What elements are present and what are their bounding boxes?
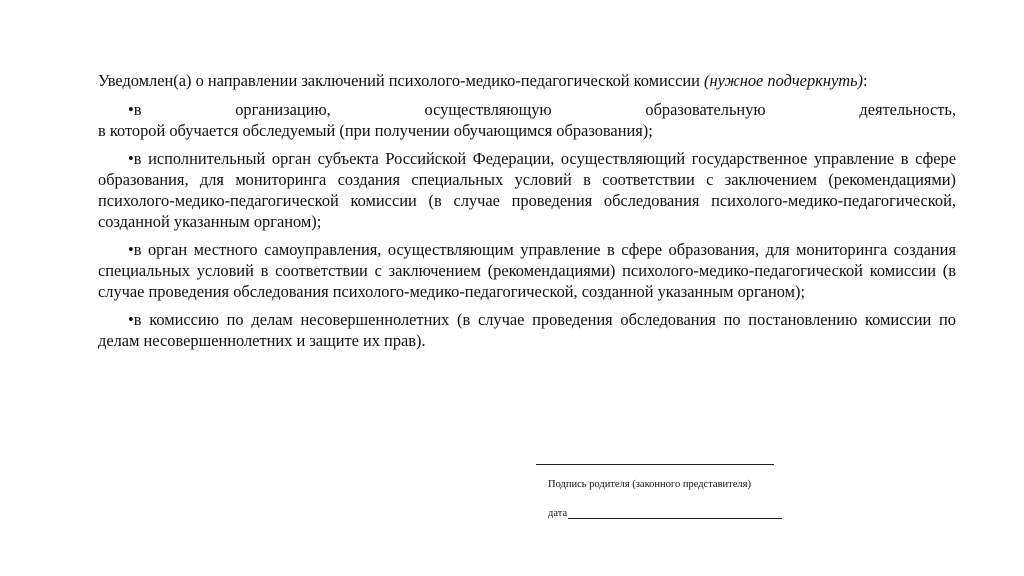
notification-body (98, 70, 956, 358)
bullet-lead-text: в организацию, осуществляющую образовательную деятельность, (133, 100, 956, 119)
bullet-text: в комиссию по делам несовершеннолетних (в случае проведения обследования по постановлению комиссии по делам несовершеннолетних и защите их прав). (98, 310, 956, 350)
date-line[interactable] (568, 508, 782, 519)
bullet-item-regional-authority (98, 148, 956, 232)
bullet-text: в орган местного самоуправления, осуществляющим управление в сфере образования, для мониторинга создания специальных условий в соответствии с заключением (рекомендациями) психолого-медико-педагогической комиссии (в случае проведения обследования психолого-медико-педагогической, созданной указанным органом); (98, 240, 956, 301)
date-label: дата (548, 508, 568, 519)
bullet-item-local-authority (98, 239, 956, 302)
bullet-item-juvenile-commission (98, 309, 956, 351)
intro-hint: (нужное подчеркнуть) (704, 71, 863, 90)
bullet-item-organization (98, 99, 956, 141)
bullet-text: в исполнительный орган субъекта Российской Федерации, осуществляющий государственное управление в сфере образования, для мониторинга создания специальных условий в соответствии с заключением (рекомендациями) психолого-медико-педагогической комиссии (в случае проведения обследования психолого-медико-педагогической, созданной указанным органом); (98, 149, 956, 231)
date-row (548, 508, 786, 519)
intro-colon: : (862, 71, 868, 90)
intro-paragraph (98, 70, 956, 91)
signature-line[interactable] (536, 450, 774, 465)
bullet-rest-text: в которой обучается обследуемый (при получении обучающимся образования); (98, 121, 653, 140)
bullet-dot-icon: • (128, 240, 134, 259)
bullet-lead-line (98, 99, 956, 120)
signature-block (536, 450, 786, 519)
intro-text: Уведомлен(а) о направлении заключений психолого-медико-педагогической комиссии (98, 71, 704, 90)
bullet-dot-icon: • (128, 310, 134, 329)
signature-caption: Подпись родителя (законного представителя) (548, 479, 751, 490)
bullet-dot-icon: • (128, 149, 134, 168)
bullet-dot-icon: • (128, 100, 134, 119)
